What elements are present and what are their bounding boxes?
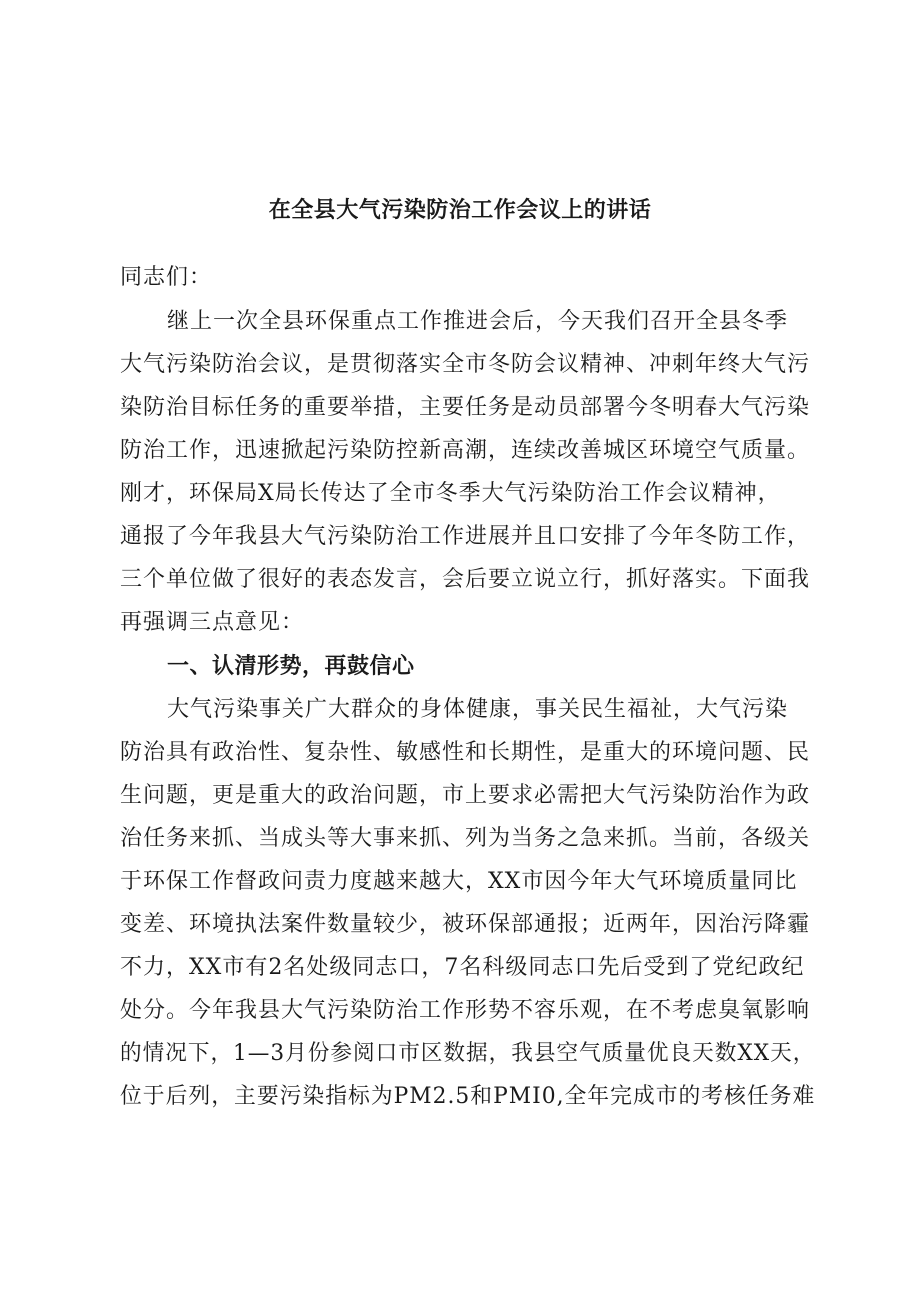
- paragraph-line: 于环保工作督政问责力度越来越大，XX市因今年大气环境质量同比: [120, 869, 798, 894]
- paragraph-line: 大气污染事关广大群众的身体健康，事关民生福祉，大气污染: [167, 697, 789, 722]
- paragraph-line: 处分。今年我县大气污染防治工作形势不容乐观，在不考虑臭氧影响: [120, 998, 811, 1023]
- paragraph-line: 防治具有政治性、复杂性、敏感性和长期性，是重大的环境问题、民: [120, 740, 811, 765]
- paragraph-line: 防治工作，迅速掀起污染防控新高潮，连续改善城区环境空气质量。: [120, 438, 811, 463]
- paragraph-line: 继上一次全县环保重点工作推进会后，今天我们召开全县冬季: [167, 309, 789, 334]
- paragraph-line: 不力，XX市有2名处级同志口，7名科级同志口先后受到了党纪政纪: [120, 955, 805, 980]
- paragraph-line: 变差、环境执法案件数量较少，被环保部通报；近两年，因治污降霾: [120, 912, 811, 937]
- paragraph-line: 位于后列，主要污染指标为PM2.5和PMI0,全年完成市的考核任务难: [120, 1084, 816, 1109]
- paragraph-line: 通报了今年我县大气污染防治工作进展并且口安排了今年冬防工作，: [120, 524, 811, 549]
- paragraph-line: 再强调三点意见：: [120, 610, 305, 635]
- paragraph-line: 生问题，更是重大的政治问题，市上要求必需把大气污染防治作为政: [120, 783, 811, 808]
- paragraph-line: 刚才，环保局X局长传达了全市冬季大气污染防治工作会议精神，: [120, 481, 781, 506]
- salutation: 同志们：: [120, 265, 213, 290]
- paragraph-line: 治任务来抓、当成头等大事来抓、列为当务之急来抓。当前，各级关: [120, 826, 811, 851]
- paragraph-line: 三个单位做了很好的表态发言，会后要立说立行，抓好落实。下面我: [120, 567, 811, 592]
- paragraph-line: 大气污染防治会议，是贯彻落实全市冬防会议精神、冲刺年终大气污: [120, 352, 811, 377]
- paragraph-line: 的情况下，1—3月份参阅口市区数据，我县空气质量优良天数XX天，: [120, 1041, 816, 1066]
- document-title: 在全县大气污染防治工作会议上的讲话: [268, 198, 652, 223]
- paragraph-line: 染防治目标任务的重要举措，主要任务是动员部署今冬明春大气污染: [120, 395, 811, 420]
- section-heading: 一、认清形势，再鼓信心: [167, 654, 415, 679]
